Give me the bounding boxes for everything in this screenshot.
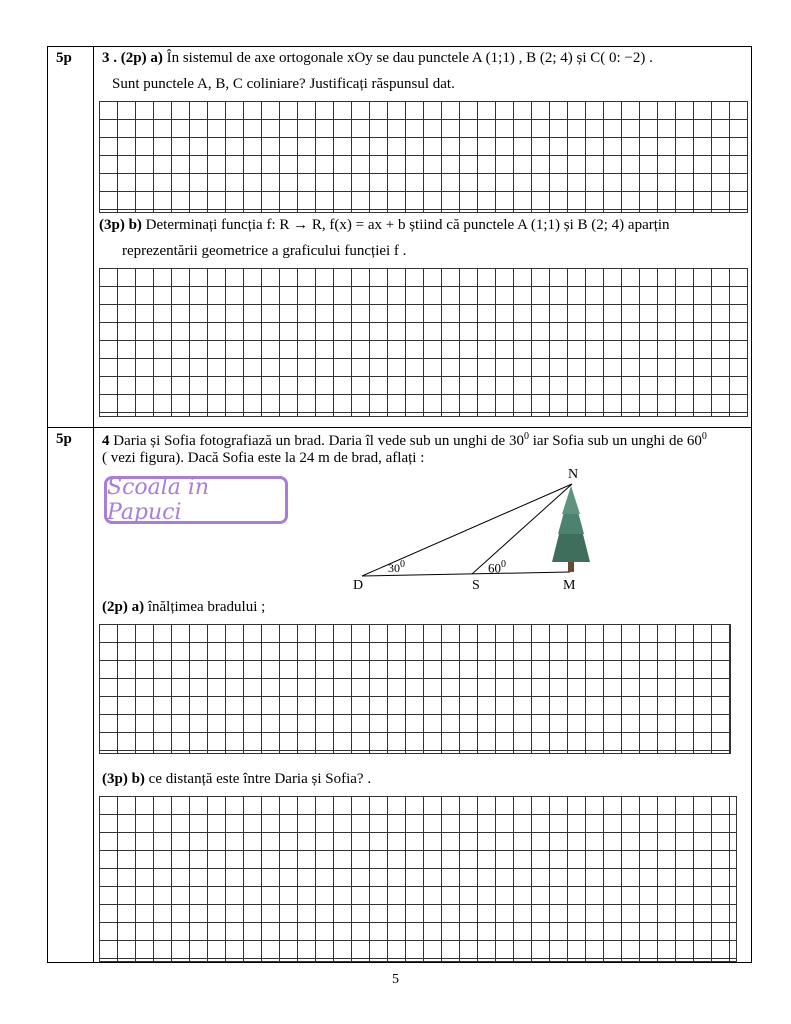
exercise-4-line1 [102,431,707,450]
answer-grid-4b[interactable] [99,796,737,962]
column-divider [93,46,94,963]
exercise-3b-text: Determinați funcția f: R → R, f(x) = ax + b știind că punctele A (1;1) și B (2; 4) aparțin [145,217,670,233]
exercise-4b-line [102,771,371,788]
exercise-3b-number: (3p) b) [99,217,142,233]
answer-grid-4a[interactable] [99,624,731,754]
watermark-logo: Scoala in Papuci [104,476,288,524]
points-label-4: 5p [56,431,72,447]
exercise-4-number: 4 [102,433,110,449]
points-label-3: 5p [56,50,72,66]
exercise-4a-text: înălțimea bradului ; [147,599,266,615]
exercise-4b-number: (3p) b) [102,771,145,787]
degree-sup-2: 0 [701,431,707,442]
label-M: M [563,578,576,593]
exercise-4b-text: ce distanță este între Daria și Sofia? . [148,771,372,787]
exercise-4a-number: (2p) a) [102,599,145,615]
exercise-3a-text: În sistemul de axe ortogonale xOy se dau punctele A (1;1) , B (2; 4) și C( 0: −2) . [166,50,653,66]
exercise-4-line2: ( vezi figura). Dacă Sofia este la 24 m de brad, aflați : [102,450,425,466]
tree-icon [552,486,590,572]
answer-grid-3b[interactable] [99,268,748,417]
degree-sup-1: 0 [523,431,529,442]
answer-grid-3a[interactable] [99,101,748,213]
label-D: D [353,578,364,593]
exercise-3a-line1 [102,50,653,67]
row-divider [47,427,752,428]
label-S: S [472,578,480,593]
exercise-3a-number: 3 . (2p) a) [102,50,163,66]
exercise-3b-line2: reprezentării geometrice a graficului funcției f . [122,243,407,259]
exercise-3a-line2: Sunt punctele A, B, C coliniare? Justificați răspunsul dat. [112,76,455,92]
label-N: N [568,467,579,482]
angle-S-label: $60^0$ [488,559,506,576]
exercise-4-text2: iar Sofia sub un unghi de 60 [528,433,702,449]
exercise-4a-line [102,599,265,616]
page-number: 5 [392,972,399,987]
exercise-4-text1: Daria și Sofia fotografiază un brad. Daria îl vede sub un unghi de 30 [113,433,524,449]
exercise-3b-line1 [99,217,670,234]
angle-D-label: $30^0$ [388,559,405,575]
